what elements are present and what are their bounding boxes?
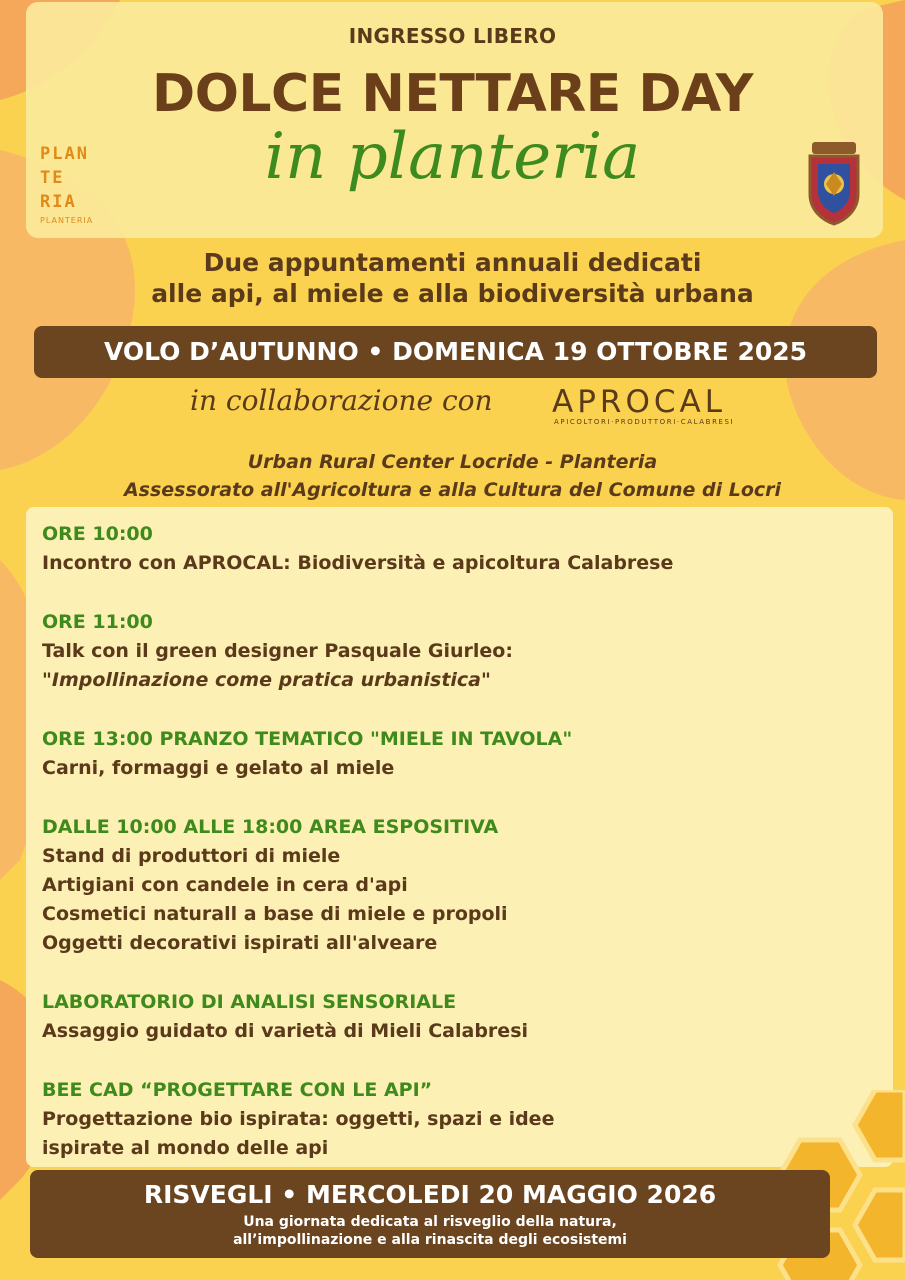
program-time: ORE 10:00 bbox=[42, 523, 153, 545]
program-line: ispirate al mondo delle api bbox=[42, 1137, 329, 1159]
program-time: LABORATORIO DI ANALISI SENSORIALE bbox=[42, 991, 457, 1013]
planteria-logo-caption: PLANTERIA bbox=[40, 216, 94, 225]
program-time: ORE 11:00 bbox=[42, 611, 153, 633]
program-line: Stand di produttori di miele bbox=[42, 845, 341, 867]
program-time: BEE CAD “PROGETTARE CON LE API” bbox=[42, 1079, 433, 1101]
free-entry-label: INGRESSO LIBERO bbox=[348, 24, 557, 48]
spring-event-description: Una giornata dedicata al risveglio della natura, all’impollinazione e alla rinascita degli ecosistemi bbox=[233, 1214, 627, 1248]
autumn-event-banner: VOLO D’AUTUNNO • DOMENICA 19 OTTOBRE 2025 bbox=[34, 326, 877, 378]
spring-event-title: RISVEGLI • MERCOLEDI 20 MAGGIO 2026 bbox=[143, 1180, 717, 1209]
program-item bbox=[42, 520, 842, 578]
aprocal-logo: APROCAL bbox=[552, 384, 726, 420]
event-subtitle: in planteria bbox=[264, 120, 641, 194]
event-title: DOLCE NETTARE DAY bbox=[152, 64, 753, 124]
aprocal-tagline: APICOLTORI·PRODUTTORI·CALABRESI bbox=[554, 418, 735, 426]
program-time: ORE 13:00 PRANZO TEMATICO "MIELE IN TAVOLA" bbox=[42, 728, 573, 750]
program-line-italic: "Impollinazione come pratica urbanistica" bbox=[42, 669, 491, 691]
program-item bbox=[42, 1076, 842, 1163]
locri-crest-icon bbox=[802, 140, 866, 226]
organizers: Urban Rural Center Locride - Planteria Assessorato all'Agricoltura e alla Cultura del Comune di Locri bbox=[123, 451, 782, 501]
program-line: Artigiani con candele in cera d'api bbox=[42, 874, 408, 896]
program-line: Talk con il green designer Pasquale Giurleo: bbox=[42, 640, 513, 662]
program-list bbox=[42, 520, 842, 1163]
program-item bbox=[42, 988, 842, 1046]
planteria-logo bbox=[40, 142, 124, 232]
program-item bbox=[42, 608, 842, 695]
collaboration-label: in collaborazione con bbox=[190, 384, 493, 417]
planteria-logo-text: PLAN TE RIA bbox=[40, 144, 89, 212]
intro-text: Due appuntamenti annuali dedicati alle api, al miele e alla biodiversità urbana bbox=[151, 248, 754, 308]
program-time: DALLE 10:00 ALLE 18:00 AREA ESPOSITIVA bbox=[42, 816, 499, 838]
program-item bbox=[42, 725, 842, 783]
program-line: Oggetti decorativi ispirati all'alveare bbox=[42, 932, 438, 954]
program-line: Assaggio guidato di varietà di Mieli Calabresi bbox=[42, 1020, 529, 1042]
spring-event-banner bbox=[30, 1170, 830, 1258]
program-line: Incontro con APROCAL: Biodiversità e apicoltura Calabrese bbox=[42, 552, 674, 574]
program-line: Progettazione bio ispirata: oggetti, spazi e idee bbox=[42, 1108, 555, 1130]
program-line: Cosmetici naturall a base di miele e propoli bbox=[42, 903, 508, 925]
program-line: Carni, formaggi e gelato al miele bbox=[42, 757, 395, 779]
program-item bbox=[42, 813, 842, 958]
